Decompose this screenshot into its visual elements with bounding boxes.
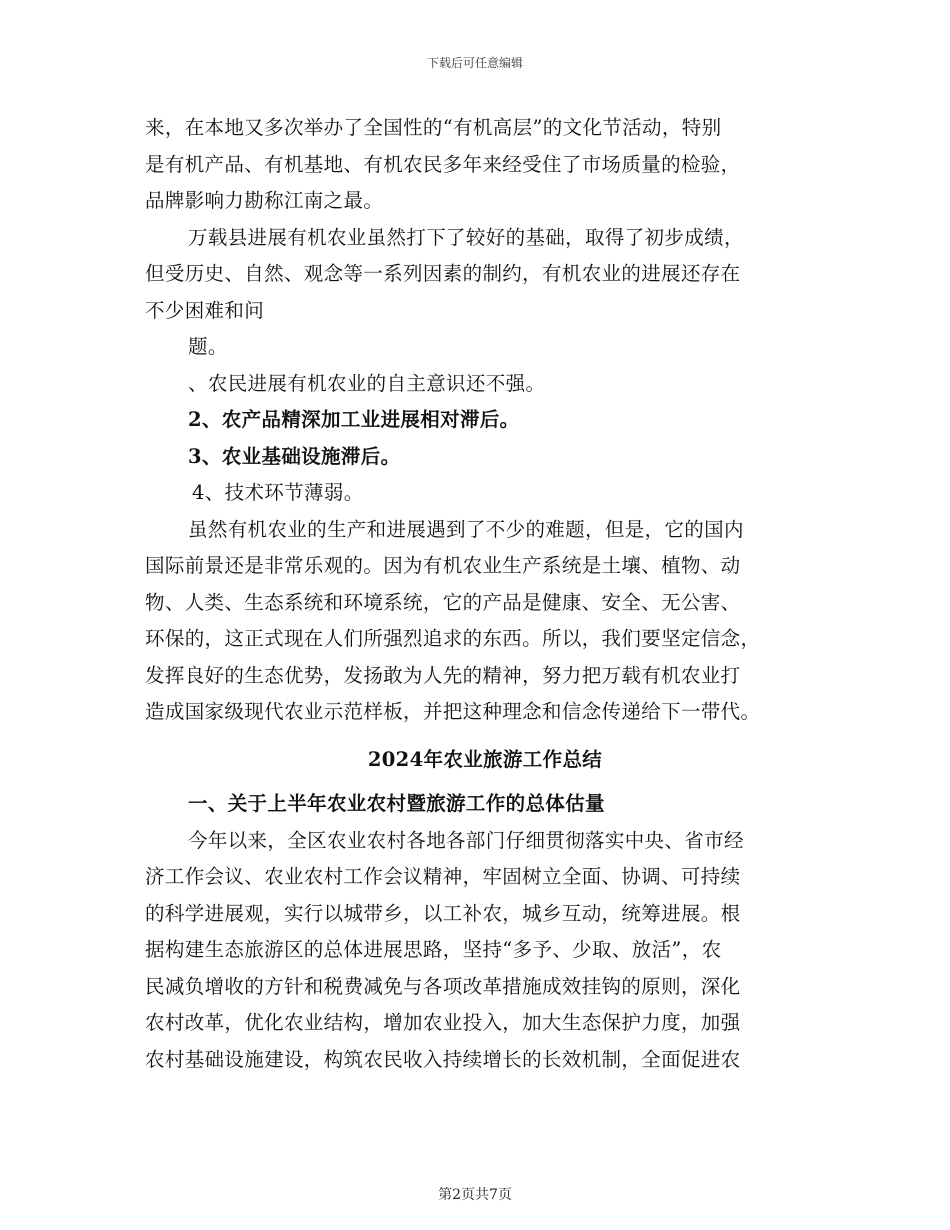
list-item: 4、技术环节薄弱。 [192,481,364,504]
text-line: 发挥良好的生态优势，发扬敢为人先的精神，努力把万载有机农业打 [145,663,741,687]
list-item: 3、农业基础设施滞后。 [188,444,401,468]
text-line: 不少困难和问 [145,298,265,322]
list-item: 、农民进展有机农业的自主意识还不强。 [188,371,546,395]
text-line: 题。 [188,335,228,358]
text-line: 济工作会议、农业农村工作会议精神，牢固树立全面、协调、可持续 [145,865,741,888]
text-line: 农村改革，优化农业结构，增加农业投入，加大生态保护力度，加强 [145,1011,741,1034]
text-line: 环保的，这正式现在人们所强烈追求的东西。所以，我们要坚定信念， [145,627,761,650]
text-line: 农村基础设施建设，构筑农民收入持续增长的长效机制，全面促进农 [145,1047,741,1071]
text-line: 据构建生态旅游区的总体进展思路，坚持“多予、少取、放活”，农 [145,938,722,961]
page-footer: 第2页共7页 [438,1187,512,1203]
page-header: 下载后可任意编辑 [426,56,523,70]
document-title: 2024年农业旅游工作总结 [367,747,603,771]
text-line: 万载县进展有机农业虽然打下了较好的基础，取得了初步成绩， [188,225,744,249]
text-line: 但受历史、自然、观念等一系列因素的制约，有机农业的进展还存在 [145,262,741,285]
text-line: 物、人类、生态系统和环境系统，它的产品是健康、安全、无公害、 [145,590,741,614]
text-line: 虽然有机农业的生产和进展遇到了不少的难题，但是，它的国内 [188,517,744,541]
text-line: 是有机产品、有机基地、有机农民多年来经受住了市场质量的检验， [145,152,741,176]
text-line: 民减负增收的方针和税费减免与各项改革措施成效挂钩的原则，深化 [145,974,741,998]
text-line: 今年以来，全区农业农村各地各部门仔细贯彻落实中央、省市经 [188,828,744,852]
text-line: 品牌影响力勘称江南之最。 [145,189,384,212]
text-line: 来，在本地又多次举办了全国性的“有机高层”的文化节活动，特别 [145,116,722,139]
section-heading: 一、关于上半年农业农村暨旅游工作的总体估量 [188,792,605,815]
text-line: 国际前景还是非常乐观的。因为有机农业生产系统是土壤、植物、动 [145,554,741,577]
text-line: 的科学进展观，实行以城带乡，以工补农，城乡互动，统筹进展。根 [145,901,741,925]
list-item: 2、农产品精深加工业进展相对滞后。 [188,408,520,431]
document-body [145,110,825,1078]
text-line: 造成国家级现代农业示范样板，并把这种理念和信念传递给下一带代。 [145,700,761,723]
